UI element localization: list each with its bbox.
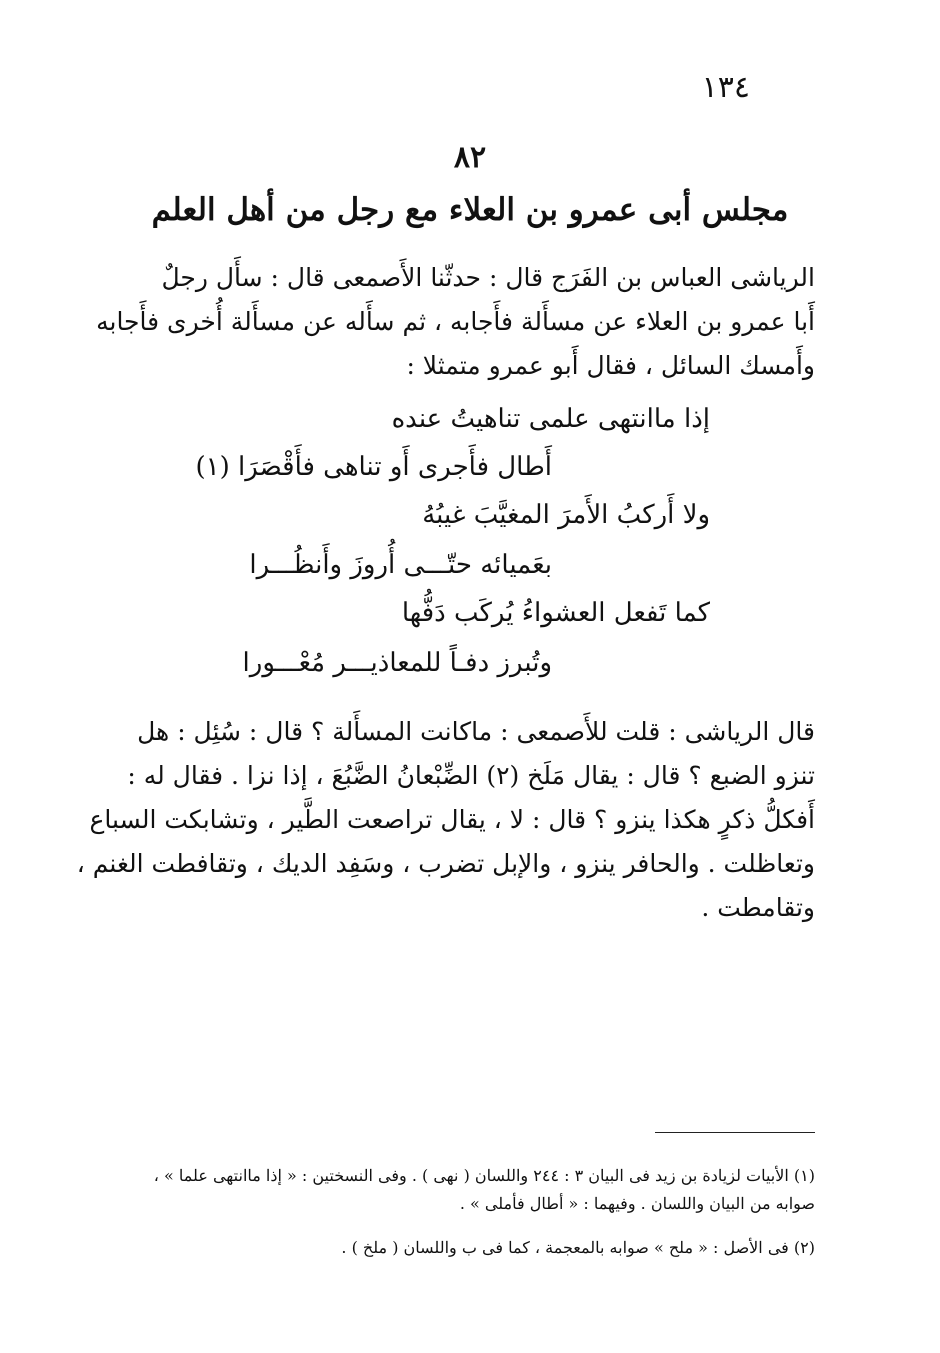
text-line: قال الرياشى : قلت للأَصمعى : ماكانت المسأَلة ؟ قال : سُئِل : هل — [137, 717, 815, 746]
verse-line: كما تَفعل العشواءُ يُركَب دَفُّها — [401, 598, 710, 628]
footnote-1 — [115, 1162, 815, 1218]
footnote-divider — [655, 1132, 815, 1133]
text-line: أَبا عمرو بن العلاء عن مسأَلة فأَجابه ، ثم سأَله عن مسأَلة أُخرى فأَجابه — [96, 307, 815, 336]
chapter-number: ٨٢ — [453, 140, 487, 175]
text-line: أَفكلُّ ذكرٍ هكذا ينزو ؟ قال : لا ، يقال تراصعت الطَّير ، وتشابكت السباع — [89, 805, 815, 834]
text-line: تنزو الضبع ؟ قال : يقال مَلَخ (٢) الضِّبْعانُ الضَّبُعَ ، إذا نزا . فقال له : — [127, 761, 815, 790]
verse-line: إذا ماانتهى علمى تناهيتُ عنده — [391, 404, 710, 434]
text-line: وأَمسك السائل ، فقال أَبو عمرو متمثلا : — [406, 351, 815, 380]
verse-line: وتُبرز دفـاً للمعاذيـــر مُعْـــورا — [242, 648, 552, 678]
chapter-title: مجلس أبى عمرو بن العلاء مع رجل من أهل العلم — [151, 192, 789, 228]
page-number: ١٣٤ — [701, 70, 750, 105]
footnote-line: (١) الأبيات لزيادة بن زيد فى البيان ٣ : ٢٤٤ واللسان ( نهى ) . وفى النسختين : « إذا ماانتهى علما » ، — [153, 1166, 815, 1185]
footnote-line: صوابه من البيان واللسان . وفيهما : « أطال فأملى » . — [459, 1194, 815, 1213]
footnote-line: (٢) فى الأصل : « ملح » صوابه بالمعجمة ، كما فى ب واللسان ( ملخ ) . — [341, 1238, 815, 1257]
dialogue-paragraph — [76, 710, 815, 930]
text-line: وتقامطت . — [701, 893, 815, 922]
verse-line: أَطال فأَجرى أَو تناهى فأَقْصَرَا (١) — [195, 452, 552, 482]
verse-line: بعَميائه حتّـــى أُروزَ وأَنظُـــرا — [249, 550, 552, 580]
text-line: وتعاظلت . والحافر ينزو ، والإبل تضرب ، وسَفِد الديك ، وتقافطت الغنم ، — [76, 849, 815, 878]
verse-line: ولا أَركبُ الأَمرَ المغيَّبَ غيبُهُ — [422, 500, 710, 530]
text-line: الرياشى العباس بن الفَرَج قال : حدثّنا الأَصمعى قال : سأَل رجلٌ — [161, 263, 815, 292]
intro-paragraph — [96, 256, 815, 388]
footnote-2 — [115, 1234, 815, 1262]
